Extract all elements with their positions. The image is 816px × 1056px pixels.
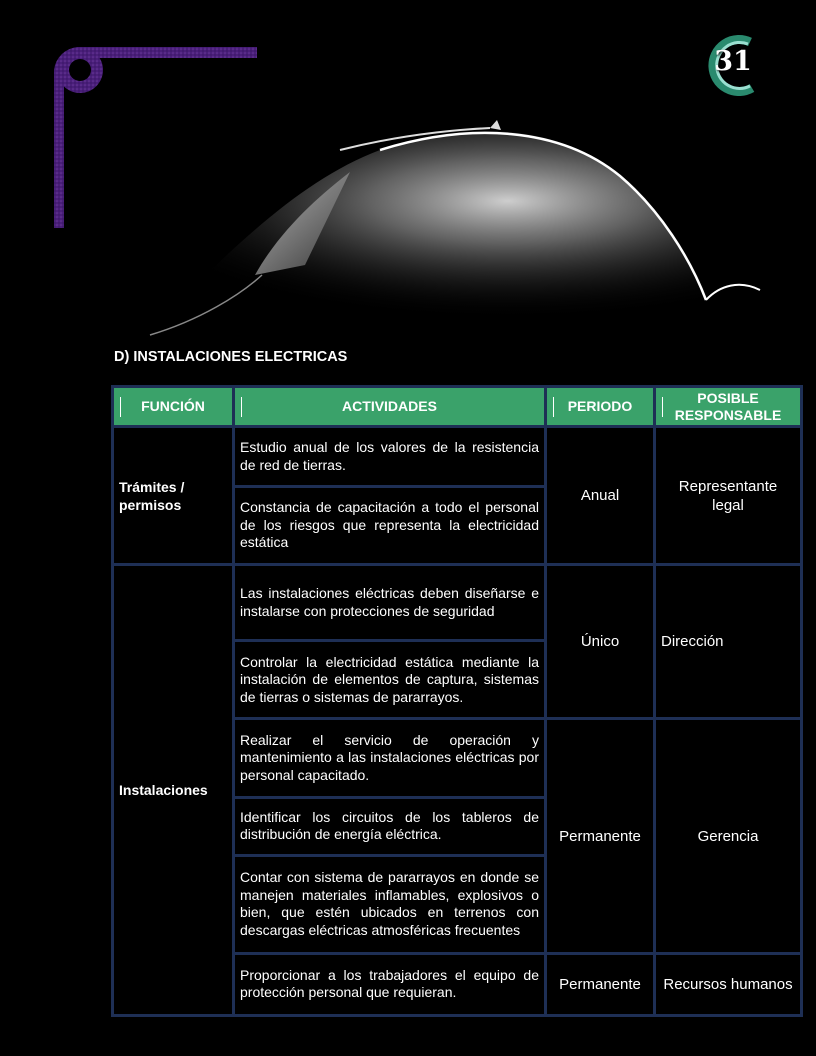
page-number: 31 (714, 46, 752, 77)
page-number-badge (700, 34, 760, 96)
activity-cell: Estudio anual de los valores de la resistencia de red de tierras. (234, 427, 546, 487)
period-cell: Único (546, 565, 655, 719)
activity-cell: Las instalaciones eléctricas deben diseñarse e instalarse con protecciones de seguridad (234, 565, 546, 641)
activity-cell: Constancia de capacitación a todo el personal de los riesgos que representa la electricidad estática (234, 487, 546, 565)
activity-cell: Proporcionar a los trabajadores el equipo de protección personal que requieran. (234, 953, 546, 1015)
activity-cell: Realizar el servicio de operación y mantenimiento a las instalaciones eléctricas por personal capacitado. (234, 719, 546, 797)
responsible-cell: Gerencia (655, 719, 802, 953)
header-periodo: PERIODO (546, 387, 655, 427)
function-cell: Instalaciones (113, 565, 234, 1016)
period-cell: Permanente (546, 953, 655, 1015)
header-posible-responsable: POSIBLE RESPONSABLE (655, 387, 802, 427)
period-cell: Anual (546, 427, 655, 565)
section-title: D) INSTALACIONES ELECTRICAS (114, 349, 348, 365)
table-row (113, 565, 802, 641)
activities-table (111, 385, 803, 1017)
period-cell: Permanente (546, 719, 655, 953)
activity-cell: Controlar la electricidad estática mediante la instalación de elementos de captura, sistemas de tierras o sistemas de pararrayos. (234, 641, 546, 719)
responsible-cell: Recursos humanos (655, 953, 802, 1015)
function-cell: Trámites / permisos (113, 427, 234, 565)
activity-cell: Identificar los circuitos de los tableros de distribución de energía eléctrica. (234, 797, 546, 855)
activity-cell: Contar con sistema de pararrayos en donde se manejen materiales inflamables, explosivos o bien, que estén ubicados en terrenos con descargas eléctricas atmosféricas frecuentes (234, 855, 546, 953)
table-header-row (113, 387, 802, 427)
responsible-cell: Representante legal (655, 427, 802, 565)
header-funcion: FUNCIÓN (113, 387, 234, 427)
header-actividades: ACTIVIDADES (234, 387, 546, 427)
responsible-cell: Dirección (655, 565, 802, 719)
table-row (113, 427, 802, 487)
